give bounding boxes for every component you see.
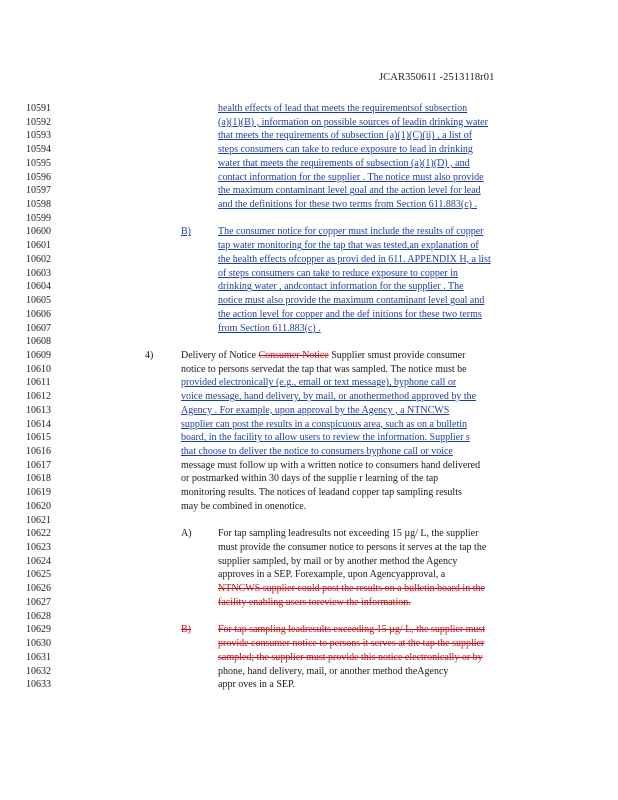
line-number: 10597 <box>26 185 51 197</box>
text-line <box>218 652 483 663</box>
inserted-text: the action level for copper and the def initions for these two terms <box>218 308 482 320</box>
text-line <box>218 254 491 265</box>
inserted-text: health effects of lead that meets the requirementsof subsection <box>218 103 468 114</box>
line-number: 10613 <box>26 404 51 416</box>
text-line <box>218 144 473 155</box>
text-line <box>218 638 484 649</box>
line-number: 10624 <box>26 555 51 567</box>
line-number: 10592 <box>26 116 51 128</box>
line-number: 10620 <box>26 500 51 512</box>
text-line <box>218 268 458 279</box>
deleted-text: provide consumer notice to persons it serves at the tap the supplier <box>218 638 485 650</box>
text-line <box>218 117 488 128</box>
text-line <box>218 624 485 635</box>
text-segment: appr oves in a SEP. <box>218 679 295 691</box>
inserted-text: that meets the requirements of subsection (a)(1)(C)(ii) , a list of <box>218 130 473 142</box>
inserted-text: notice must also provide the maximum contaminant level goal and <box>218 295 485 307</box>
text-line <box>218 569 445 580</box>
text-line <box>218 309 482 320</box>
text-line <box>181 501 306 512</box>
line-number: 10594 <box>26 144 51 156</box>
inserted-text: and the definitions for these two terms from Section 611.883(c) . <box>218 199 478 211</box>
deleted-text: Consumer Notice <box>258 349 329 361</box>
text-segment: phone, hand delivery, mail, or another method theAgency <box>218 665 449 677</box>
inserted-text: Agency . For example, upon approval by the Agency , a NTNCWS <box>181 404 450 416</box>
text-line <box>218 185 481 196</box>
line-number: 10633 <box>26 679 51 691</box>
text-segment: Delivery of Notice <box>181 349 259 361</box>
inserted-text: of steps consumers can take to reduce exposure to copper in <box>218 267 458 279</box>
inserted-text: provided electronically (e.g., email or text message), byphone call or <box>181 377 457 389</box>
line-number: 10616 <box>26 446 51 457</box>
inserted-text: steps consumers can take to reduce exposure to lead in drinking <box>218 144 473 156</box>
line-number: 10602 <box>26 253 51 265</box>
text-line <box>218 281 464 292</box>
line-number: 10615 <box>26 432 51 444</box>
text-segment: supplier sampled, by mail or by another method the Agency <box>218 555 458 567</box>
line-number: 10612 <box>26 391 51 403</box>
text-line <box>218 323 321 334</box>
inserted-text: voice message, hand delivery, by mail, or anothermethod approved by the <box>181 391 477 403</box>
inserted-text: water that meets the requirements of subsection (a)(1)(D) , and <box>218 157 470 169</box>
line-number: 10606 <box>26 308 51 320</box>
item-label: B) <box>181 624 191 636</box>
text-line <box>218 240 479 251</box>
line-number: 10621 <box>26 514 51 526</box>
document-header-id: JCAR350611 -2513118r01 <box>379 72 495 83</box>
text-line <box>218 666 448 677</box>
inserted-text: from Section 611.883(c) . <box>218 322 321 334</box>
text-line <box>181 377 456 388</box>
text-line <box>218 528 478 539</box>
line-number: 10626 <box>26 583 51 595</box>
text-line <box>218 542 486 553</box>
line-number: 10609 <box>26 349 51 361</box>
inserted-text: the health effects ofcopper as provi ded in 611. APPENDIX H, a list <box>218 253 491 265</box>
text-line <box>181 487 462 498</box>
line-number: 10598 <box>26 199 51 211</box>
text-line <box>218 172 484 183</box>
text-segment: For tap sampling leadresults not exceeding 15 µg/ L, the supplier <box>218 528 479 540</box>
deleted-text: NTNCWS supplier could post the results on a bulletin board in the <box>218 583 485 595</box>
text-segment: notice to persons servedat the tap that was sampled. The notice must be <box>181 363 467 375</box>
line-number: 10593 <box>26 130 51 142</box>
text-line <box>218 226 483 237</box>
inserted-text: supplier can post the results in a conspicuous area, such as on a bulletin <box>181 418 468 430</box>
item-label: A) <box>181 528 192 540</box>
line-number: 10617 <box>26 459 51 471</box>
deleted-text: facility enabling users toreview the information. <box>218 596 411 608</box>
line-number: 10614 <box>26 418 51 430</box>
inserted-text: that choose to deliver the notice to consumers byphone call or voice <box>181 446 453 457</box>
text-line <box>218 130 472 141</box>
text-line <box>218 556 457 567</box>
line-number: 10607 <box>26 322 51 334</box>
text-line <box>218 199 477 210</box>
line-number: 10604 <box>26 281 51 293</box>
line-number: 10619 <box>26 487 51 499</box>
text-segment: monitoring results. The notices of leadand copper tap sampling results <box>181 487 462 499</box>
line-number: 10596 <box>26 171 51 183</box>
line-number: 10628 <box>26 610 51 622</box>
line-number: 10622 <box>26 528 51 540</box>
line-number: 10632 <box>26 665 51 677</box>
inserted-text: the maximum contaminant level goal and the action level for lead <box>218 185 481 197</box>
deleted-text: sampled; the supplier must provide this notice electronically or by <box>218 651 483 663</box>
inserted-text: drinking water , andcontact information for the supplier . The <box>218 281 464 293</box>
text-line <box>181 350 465 361</box>
line-number: 10595 <box>26 157 51 169</box>
text-line <box>218 103 467 114</box>
text-line <box>181 460 480 471</box>
text-line <box>181 405 449 416</box>
text-line <box>218 295 484 306</box>
line-number: 10600 <box>26 226 51 238</box>
line-number: 10627 <box>26 596 51 608</box>
inserted-text: The consumer notice for copper must include the results of copper <box>218 226 484 238</box>
text-line <box>181 364 467 375</box>
line-number: 10623 <box>26 542 51 554</box>
text-segment: may be combined in onenotice. <box>181 500 307 512</box>
line-number: 10608 <box>26 336 51 348</box>
inserted-text: tap water monitoring for the tap that was tested,an explanation of <box>218 240 479 252</box>
line-number: 10603 <box>26 267 51 279</box>
text-segment: message must follow up with a written notice to consumers hand delivered <box>181 459 481 471</box>
text-line <box>181 446 453 457</box>
line-number: 10630 <box>26 638 51 650</box>
text-segment: Supplier smust provide consumer <box>328 349 466 361</box>
line-number: 10625 <box>26 569 51 581</box>
line-number: 10618 <box>26 473 51 485</box>
text-line <box>181 419 467 430</box>
text-line <box>181 432 470 443</box>
item-label: 4) <box>145 349 154 361</box>
line-number: 10601 <box>26 240 51 252</box>
deleted-text: For tap sampling leadresults exceeding 15 µg/ L, the supplier must <box>218 624 486 636</box>
inserted-text: contact information for the supplier . The notice must also provide <box>218 171 484 183</box>
text-line <box>218 679 295 690</box>
text-line <box>218 158 470 169</box>
line-number: 10605 <box>26 295 51 307</box>
inserted-text: (a)(1)(B) , information on possible sources of leadin drinking water <box>218 116 488 128</box>
line-number: 10631 <box>26 651 51 663</box>
line-number: 10611 <box>26 377 51 389</box>
item-label: B) <box>181 226 191 238</box>
line-number: 10629 <box>26 624 51 636</box>
line-number: 10591 <box>26 103 51 114</box>
text-line <box>218 583 485 594</box>
line-number: 10610 <box>26 363 51 375</box>
text-segment: must provide the consumer notice to persons it serves at the tap the <box>218 542 487 554</box>
text-segment: or postmarked within 30 days of the supplie r learning of the tap <box>181 473 439 485</box>
text-line <box>218 597 411 608</box>
inserted-text: board, in the facility to allow users to review the information. Supplier s <box>181 432 470 444</box>
text-line <box>181 473 438 484</box>
text-line <box>181 391 476 402</box>
text-segment: approves in a SEP. Forexample, upon Agencyapproval, a <box>218 569 446 581</box>
line-number: 10599 <box>26 212 51 224</box>
